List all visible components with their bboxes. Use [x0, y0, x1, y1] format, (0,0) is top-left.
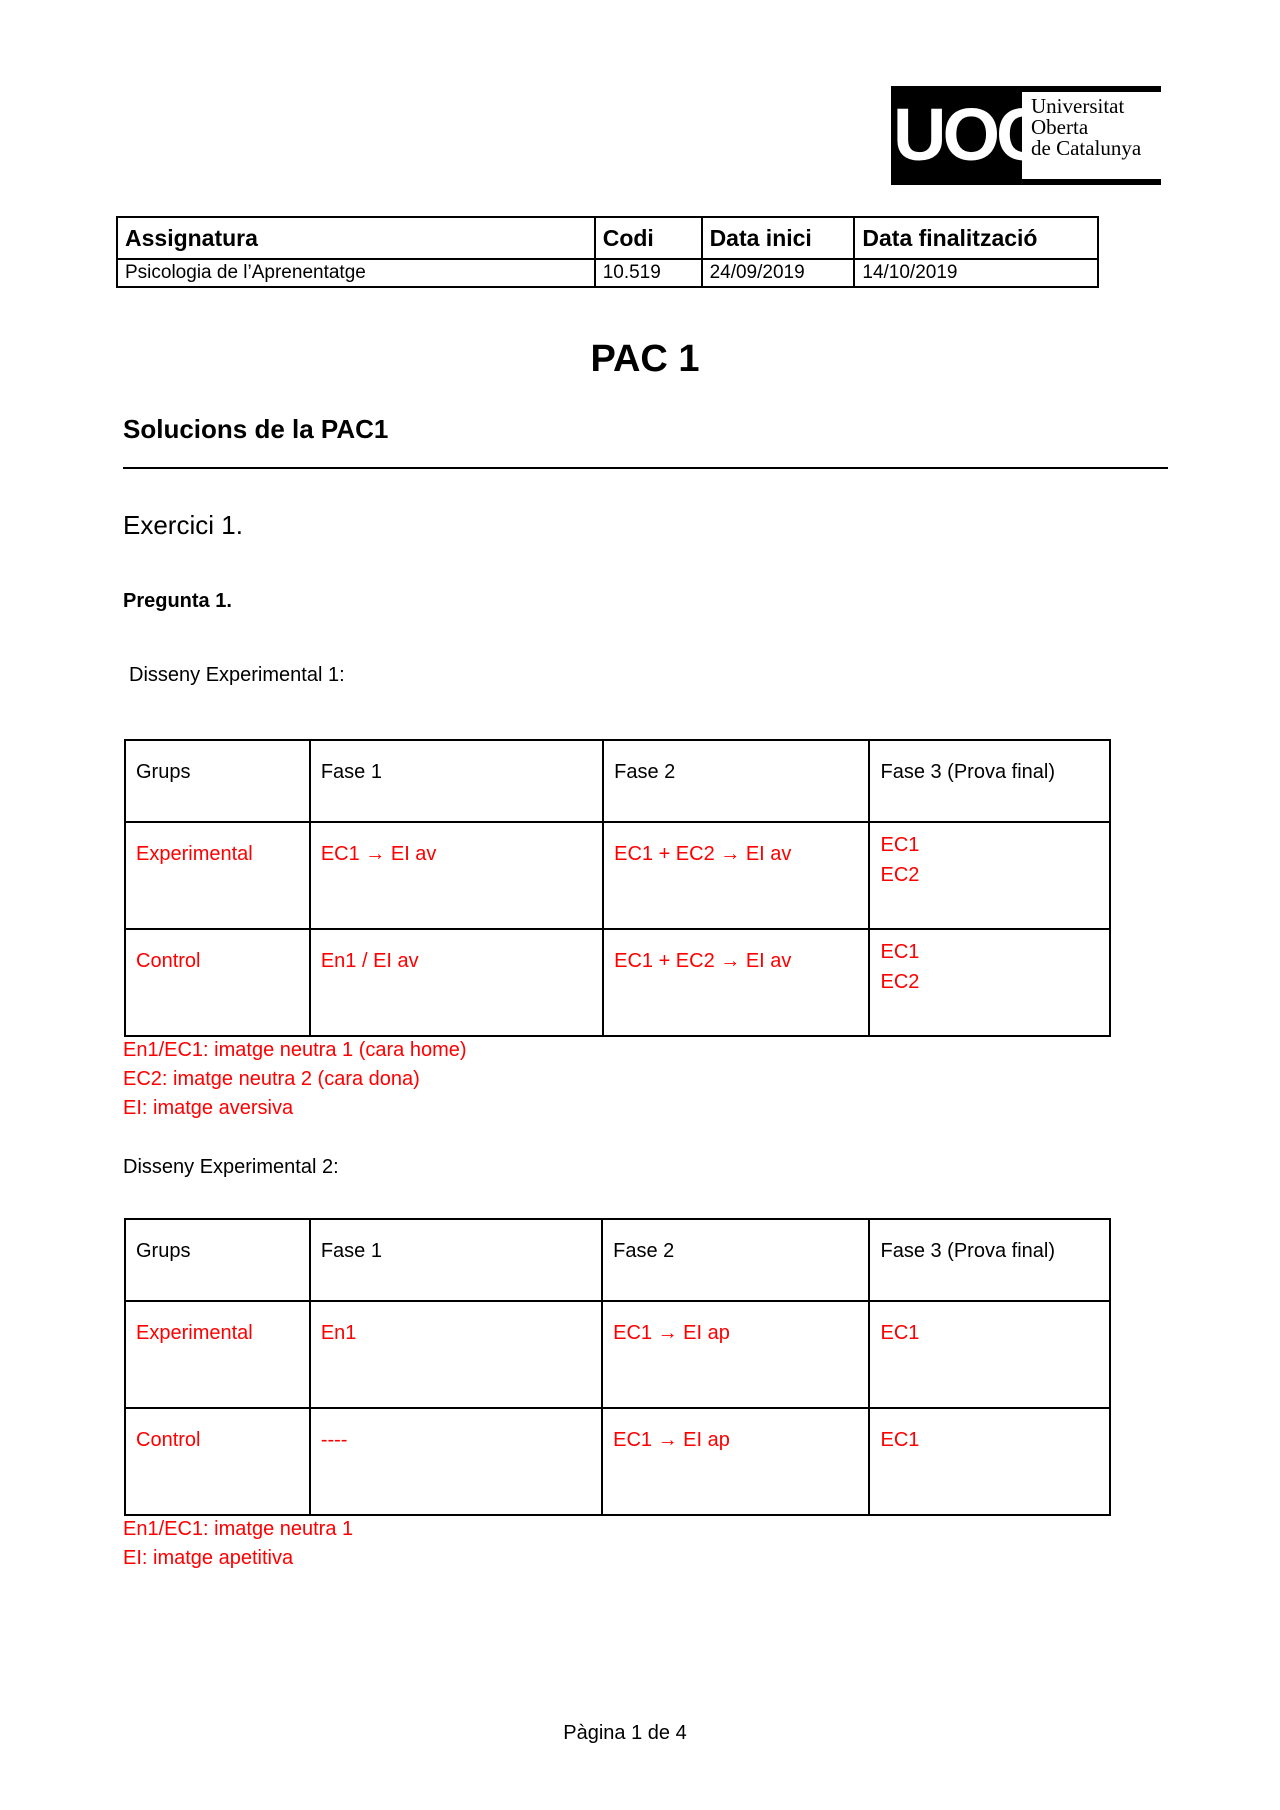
table-header-row: [125, 1219, 1110, 1301]
table-row: [125, 822, 1110, 929]
header-cell: Fase 1: [310, 740, 603, 822]
question-heading: Pregunta 1.: [123, 590, 232, 612]
phase3-cell: [869, 929, 1110, 1036]
phase2-cell: EC1 + EC2 → EI av: [603, 822, 869, 929]
header-data-finalitzacio: Data finalització: [854, 217, 1098, 259]
legend-line: En1/EC1: imatge neutra 1: [123, 1518, 354, 1540]
phase3-line: EC1: [880, 834, 920, 856]
design2-label: Disseny Experimental 2:: [123, 1156, 339, 1178]
info-value-row: [117, 259, 1098, 287]
table-header-row: [125, 740, 1110, 822]
phase2-cell: EC1 → EI ap: [602, 1408, 869, 1515]
uoc-logo: [891, 86, 1161, 185]
header-assignatura: Assignatura: [117, 217, 595, 259]
design1-table: [124, 739, 1111, 1037]
legend-line: EC2: imatge neutra 2 (cara dona): [123, 1068, 420, 1090]
header-cell: Fase 3 (Prova final): [869, 740, 1110, 822]
logo-line: de Catalunya: [1031, 136, 1142, 160]
divider: [123, 467, 1168, 469]
table-row: [125, 1301, 1110, 1408]
value-codi: 10.519: [595, 259, 702, 287]
legend-line: EI: imatge aversiva: [123, 1097, 294, 1119]
phase3-cell: [869, 822, 1110, 929]
logo-line: Oberta: [1031, 115, 1089, 139]
group-cell: Control: [125, 929, 310, 1036]
header-cell: Fase 3 (Prova final): [869, 1219, 1110, 1301]
header-cell: Fase 2: [602, 1219, 869, 1301]
design1-legend: [123, 1036, 467, 1123]
value-assignatura: Psicologia de l’Aprenentatge: [117, 259, 595, 287]
value-data-inici: 24/09/2019: [702, 259, 855, 287]
group-cell: Control: [125, 1408, 310, 1515]
header-cell: Fase 1: [310, 1219, 602, 1301]
exercise-heading: Exercici 1.: [123, 510, 243, 540]
phase3-line: EC2: [880, 971, 920, 993]
phase1-cell: En1: [310, 1301, 602, 1408]
group-cell: Experimental: [125, 822, 310, 929]
header-cell: Grups: [125, 1219, 310, 1301]
value-data-finalitzacio: 14/10/2019: [854, 259, 1098, 287]
logo-text: [1031, 96, 1141, 159]
section-subtitle: Solucions de la PAC1: [123, 414, 389, 444]
logo-mark: [891, 86, 1046, 185]
logo-glyphs: UOC: [893, 93, 1046, 176]
legend-line: En1/EC1: imatge neutra 1 (cara home): [123, 1039, 467, 1061]
phase2-cell: EC1 + EC2 → EI av: [603, 929, 869, 1036]
phase1-cell: EC1 → EI av: [310, 822, 603, 929]
header-codi: Codi: [595, 217, 702, 259]
page-title: PAC 1: [590, 338, 700, 380]
phase1-cell: ----: [310, 1408, 602, 1515]
header-cell: Grups: [125, 740, 310, 822]
logo-rule-top: [1022, 86, 1161, 92]
legend-line: EI: imatge apetitiva: [123, 1547, 294, 1569]
phase3-line: EC1: [880, 941, 920, 963]
phase1-cell: En1 / EI av: [310, 929, 603, 1036]
design2-table: [124, 1218, 1111, 1516]
design2-legend: [123, 1515, 353, 1573]
logo-rule-bottom: [1022, 179, 1161, 185]
info-header-row: [117, 217, 1098, 259]
header-data-inici: Data inici: [702, 217, 855, 259]
phase3-cell: EC1: [869, 1301, 1110, 1408]
group-cell: Experimental: [125, 1301, 310, 1408]
phase2-cell: EC1 → EI ap: [602, 1301, 869, 1408]
header-cell: Fase 2: [603, 740, 869, 822]
course-info-table: [116, 216, 1099, 288]
design1-label: Disseny Experimental 1:: [129, 664, 345, 686]
phase3-line: EC2: [880, 864, 920, 886]
table-row: [125, 1408, 1110, 1515]
table-row: [125, 929, 1110, 1036]
phase3-cell: EC1: [869, 1408, 1110, 1515]
logo-line: Universitat: [1031, 94, 1125, 118]
page-footer: Pàgina 1 de 4: [563, 1722, 687, 1744]
